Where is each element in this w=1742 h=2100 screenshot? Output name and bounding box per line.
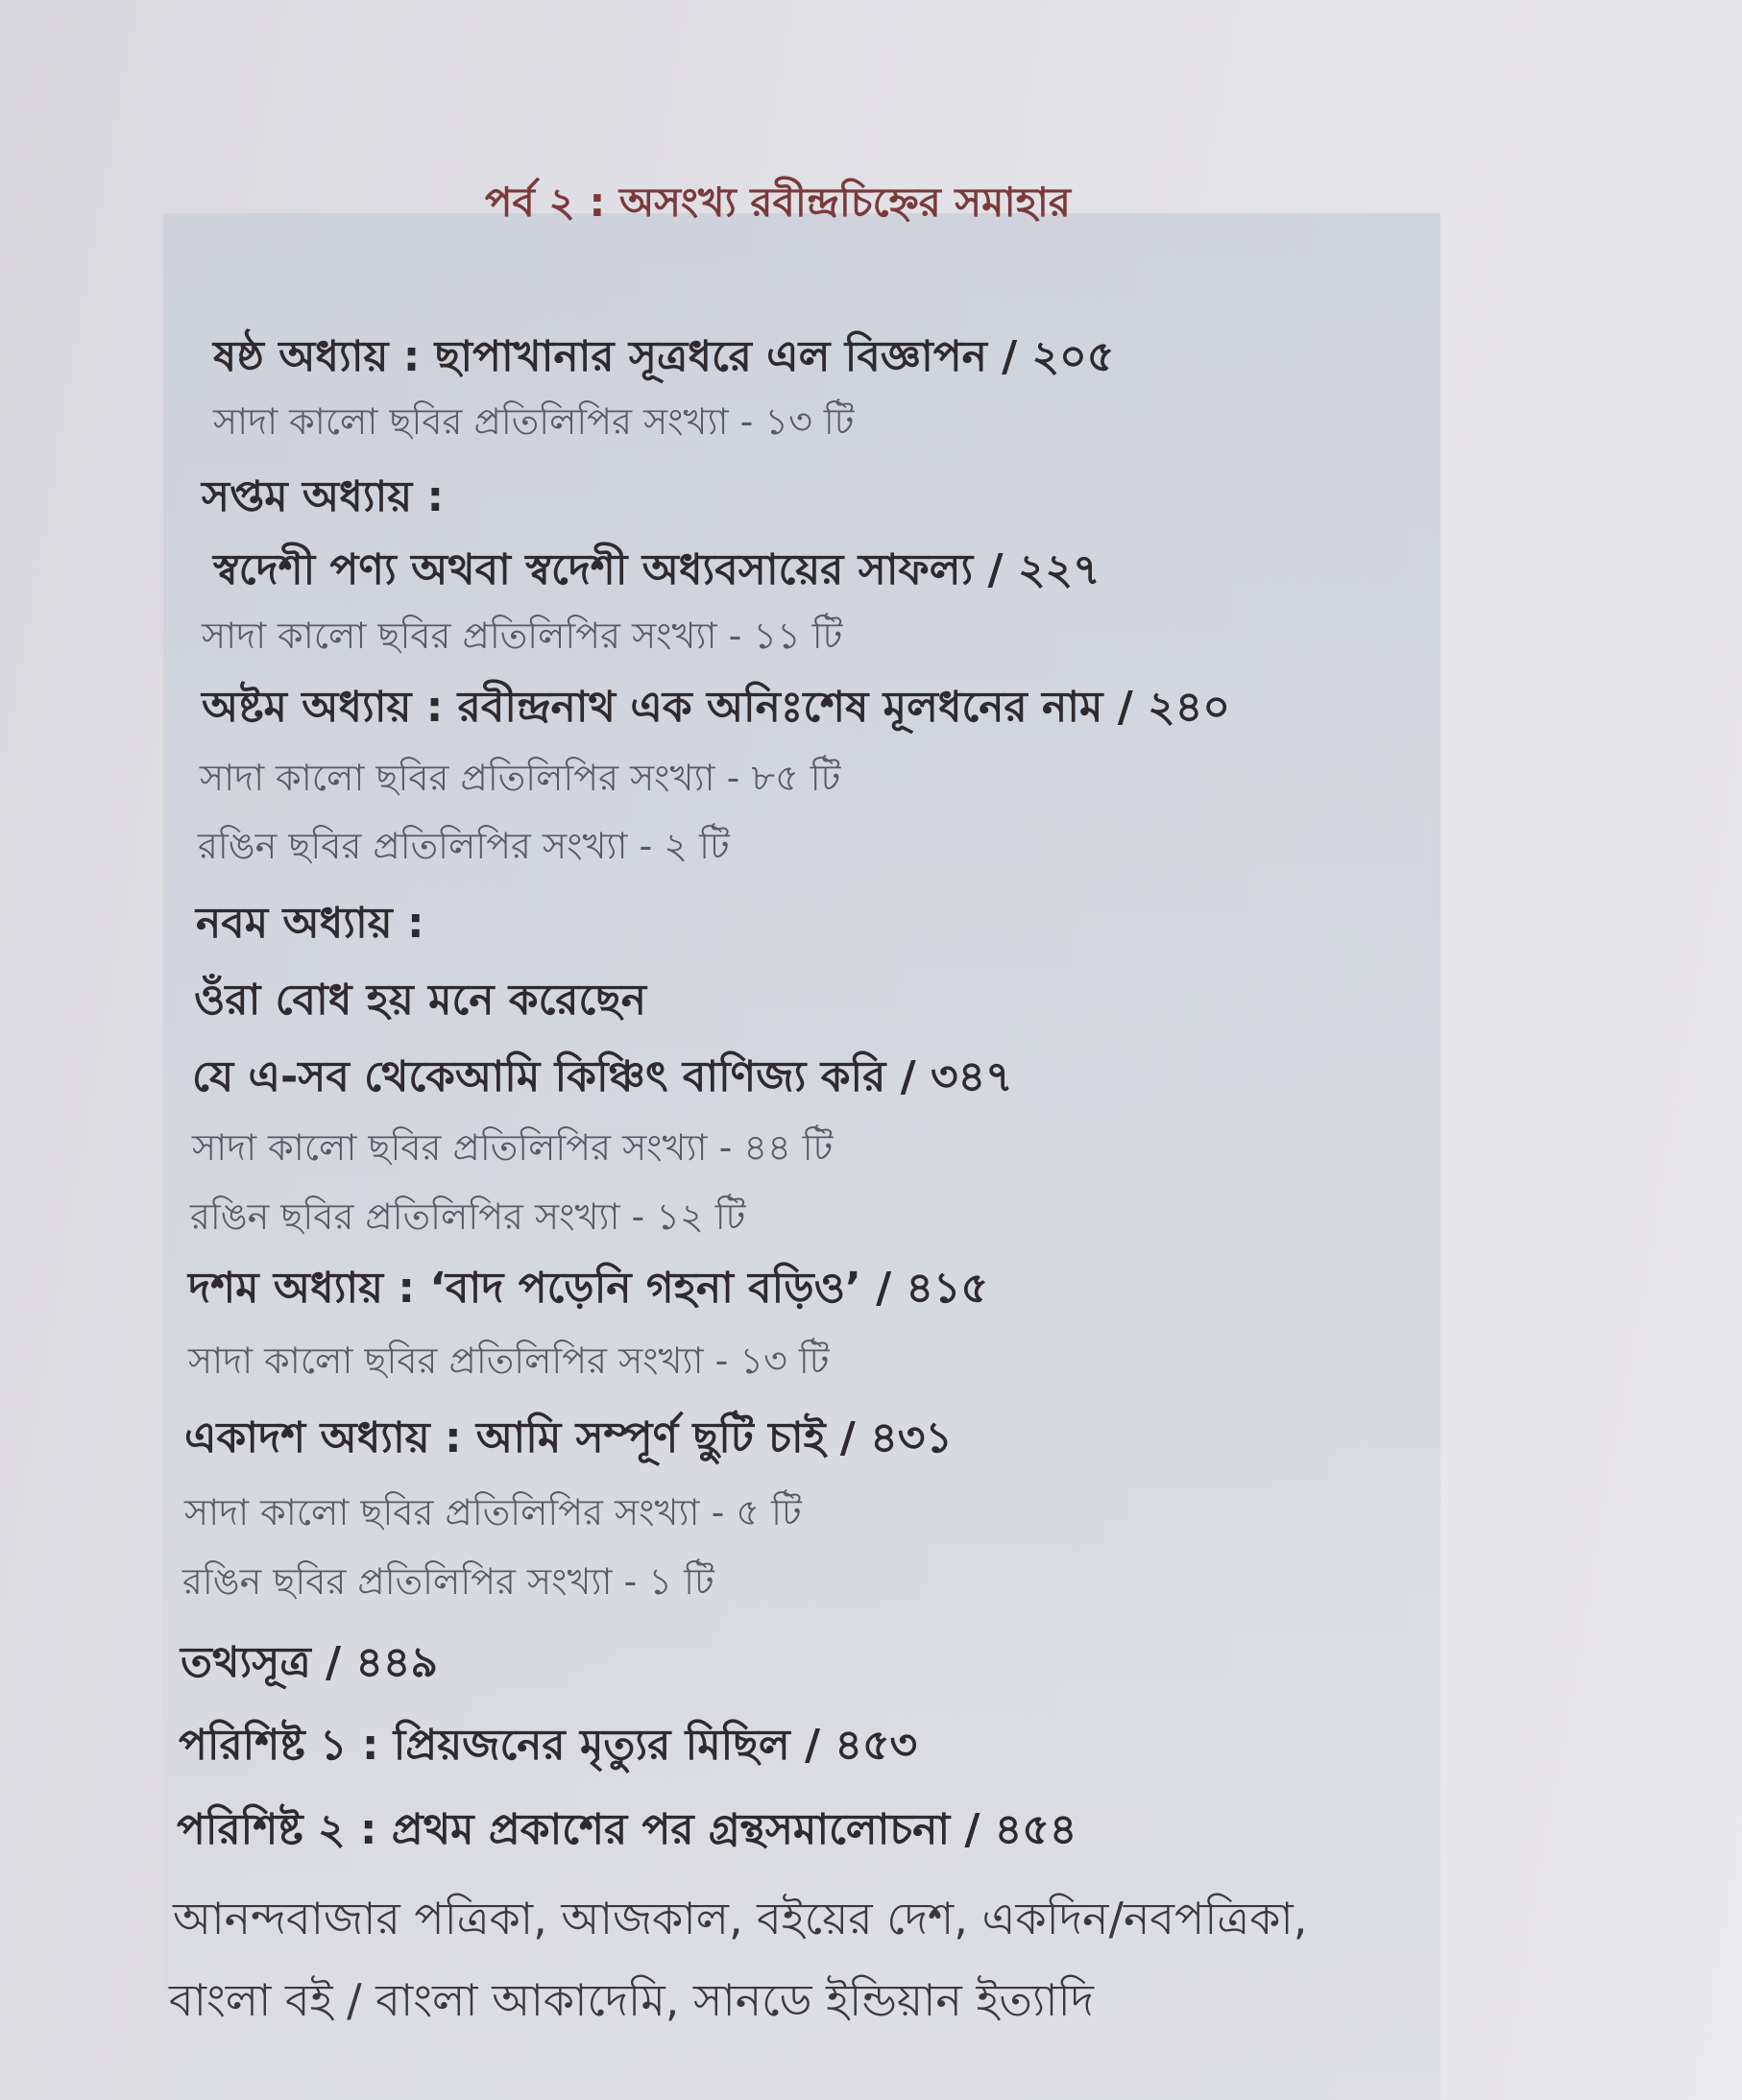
toc-chapter-7-label: সপ্তম অধ্যায় :	[202, 472, 445, 521]
toc-chapter-9-title-2: যে এ-সব থেকেআমি কিঞ্চিৎ বাণিজ্য করি / ৩৪৭	[192, 1052, 1013, 1101]
toc-chapter-11: একাদশ অধ্যায় : আমি সম্পূর্ণ ছুটি চাই / ৪৩১	[184, 1413, 953, 1462]
section-title: পর্ব ২ : অসংখ্য রবীন্দ্রচিহ্নের সমাহার	[485, 179, 1072, 226]
toc-bw-count-9: সাদা কালো ছবির প্রতিলিপির সংখ্যা - ৪৪ টি	[192, 1126, 834, 1169]
toc-bw-count-8: সাদা কালো ছবির প্রতিলিপির সংখ্যা - ৮৫ টি	[200, 757, 841, 799]
toc-press-list-1: আনন্দবাজার পত্রিকা, আজকাল, বইয়ের দেশ, একদিন/নবপত্রিকা,	[173, 1893, 1308, 1944]
toc-chapter-9-title-1: ওঁরা বোধ হয় মনে করেছেন	[194, 976, 647, 1025]
toc-references: তথ্যসূত্র / ৪৪৯	[181, 1638, 439, 1687]
toc-chapter-9-label: নবম অধ্যায় :	[196, 899, 424, 948]
toc-press-list-2: বাংলা বই / বাংলা আকাদেমি, সানডে ইন্ডিয়ান ইত্যাদি	[169, 1974, 1094, 2026]
toc-bw-count-11: সাদা কালো ছবির প্রতিলিপির সংখ্যা - ৫ টি	[184, 1491, 802, 1533]
toc-bw-count-7: সাদা কালো ছবির প্রতিলিপির সংখ্যা - ১১ টি	[202, 615, 843, 657]
toc-chapter-8: অষ্টম অধ্যায় : রবীন্দ্রনাথ এক অনিঃশেষ মূলধনের নাম / ২৪০	[202, 683, 1230, 732]
toc-appendix-2: পরিশিষ্ট ২ : প্রথম প্রকাশের পর গ্রন্থসমালোচনা / ৪৫৪	[177, 1805, 1077, 1854]
toc-chapter-7-title: স্বদেশী পণ্য অথবা স্বদেশী অধ্যবসায়ের সাফল্য / ২২৭	[213, 545, 1101, 594]
toc-chapter-10: দশম অধ্যায় : ‘বাদ পড়েনি গহনা বড়িও’ / ৪১৫	[188, 1264, 989, 1313]
toc-bw-count-6: সাদা কালো ছবির প্রতিলিপির সংখ্যা - ১৩ টি	[213, 400, 855, 443]
toc-color-count-11: রঙিন ছবির প্রতিলিপির সংখ্যা - ১ টি	[182, 1560, 714, 1603]
toc-appendix-1: পরিশিষ্ট ১ : প্রিয়জনের মৃত্যুর মিছিল / ৪৫৩	[179, 1721, 918, 1770]
toc-chapter-6: ষষ্ঠ অধ্যায় : ছাপাখানার সূত্রধরে এল বিজ্ঞাপন / ২০৫	[213, 332, 1115, 381]
toc-color-count-8: রঙিন ছবির প্রতিলিপির সংখ্যা - ২ টি	[198, 825, 730, 867]
toc-bw-count-10: সাদা কালো ছবির প্রতিলিপির সংখ্যা - ১৩ টি	[188, 1340, 830, 1382]
toc-color-count-9: রঙিন ছবির প্রতিলিপির সংখ্যা - ১২ টি	[190, 1195, 746, 1238]
